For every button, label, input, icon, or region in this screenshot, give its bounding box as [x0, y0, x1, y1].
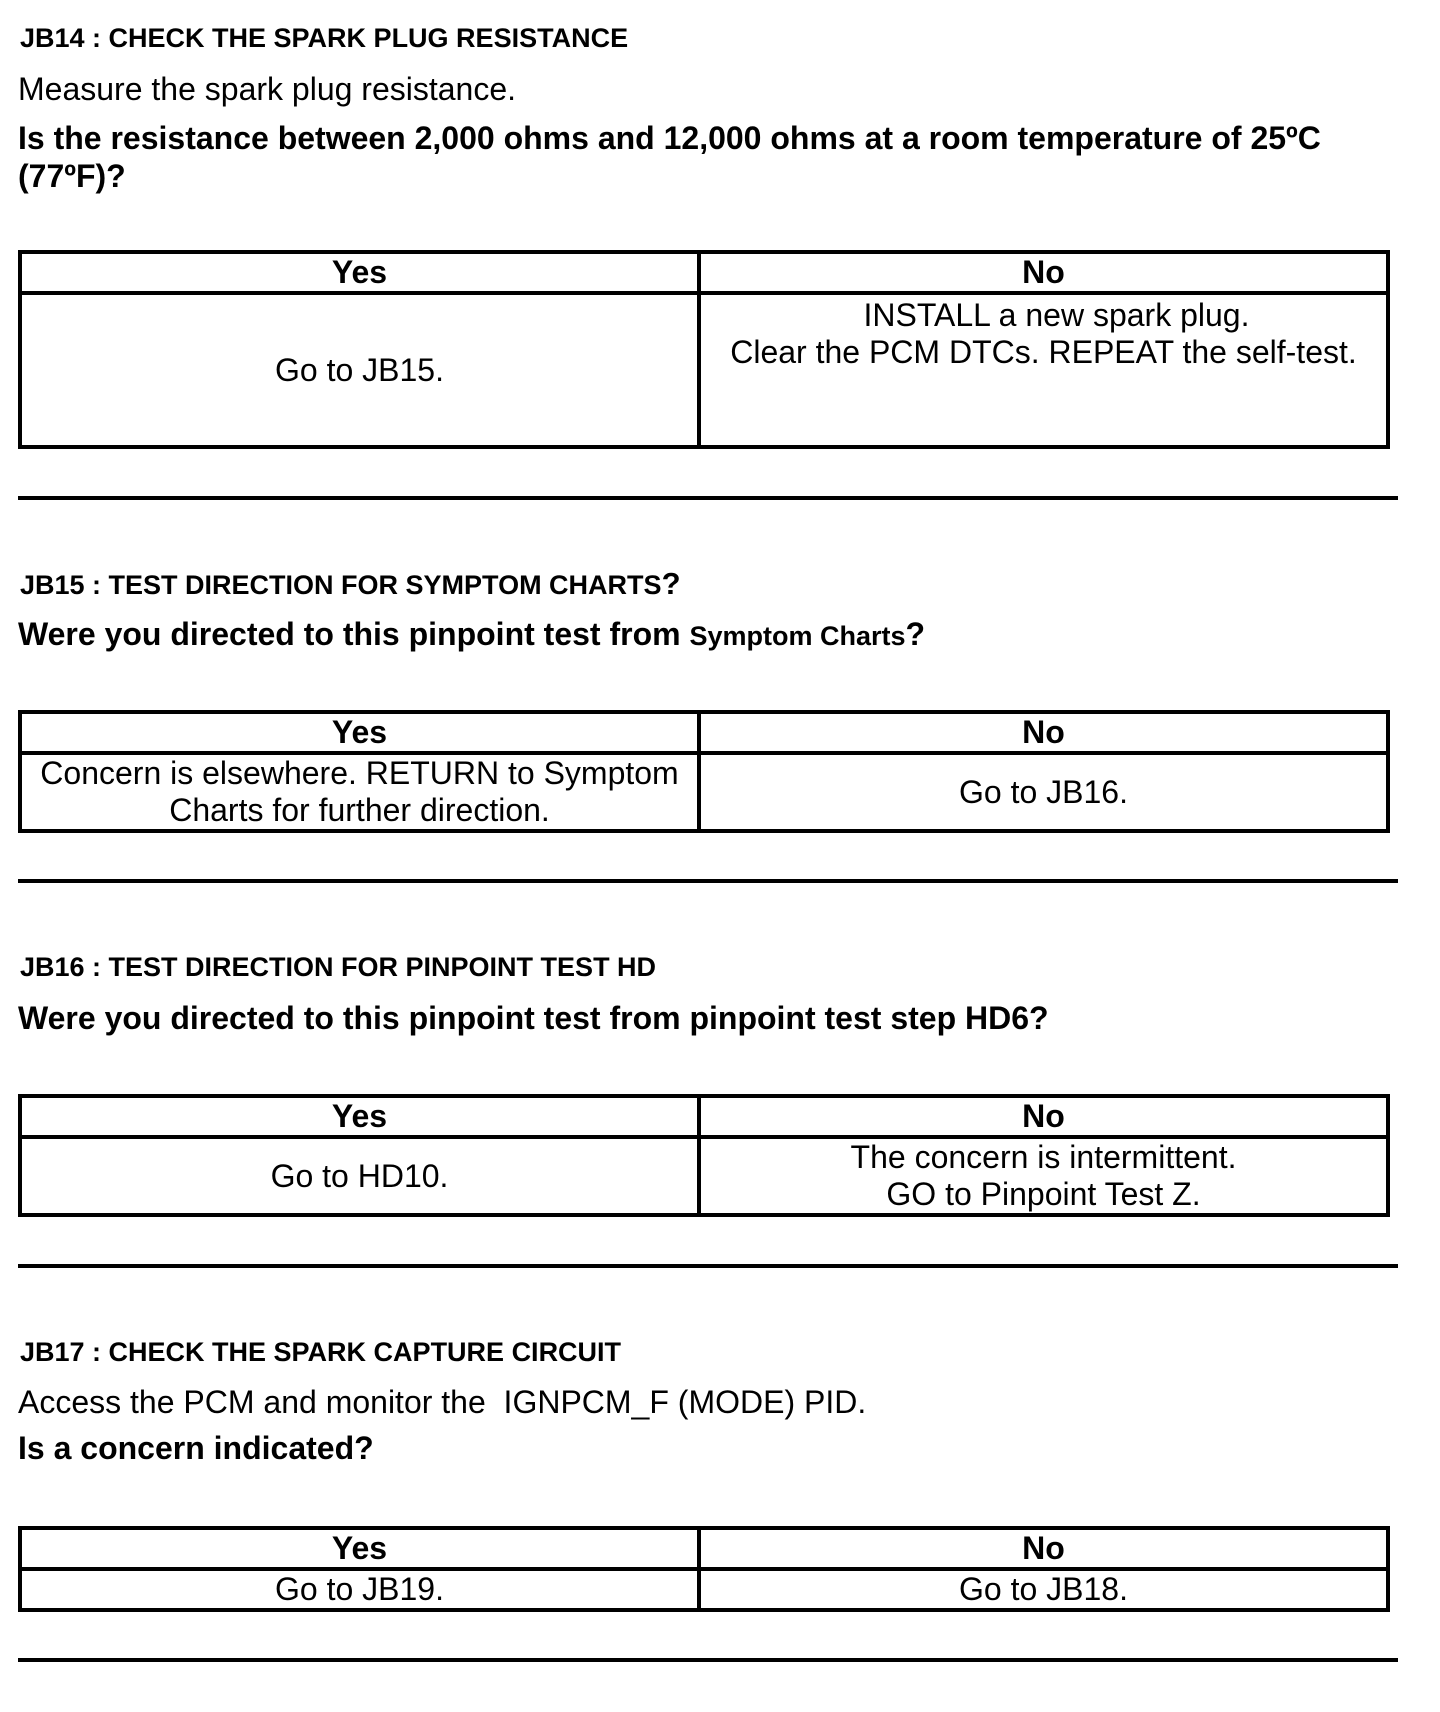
step-jb16-question: Were you directed to this pinpoint test from pinpoint test step HD6?	[18, 1000, 1049, 1036]
no-action	[699, 293, 1388, 447]
no-action-line1: The concern is intermittent.	[850, 1139, 1237, 1175]
step-jb15-title	[20, 566, 681, 602]
no-action-line2: GO to Pinpoint Test Z.	[886, 1176, 1201, 1212]
step-jb15-question-ref: Symptom Charts	[689, 621, 906, 651]
step-jb16-answer-table	[18, 1094, 1390, 1217]
yes-action: Go to JB15.	[20, 293, 699, 447]
step-jb17-instruction: Access the PCM and monitor the IGNPCM_F (MODE) PID.	[18, 1384, 867, 1420]
yes-header: Yes	[20, 252, 699, 293]
step-jb14-title: JB14 : CHECK THE SPARK PLUG RESISTANCE	[20, 23, 629, 53]
section-divider	[18, 1658, 1398, 1662]
section-divider	[18, 1264, 1398, 1268]
step-jb16-title: JB16 : TEST DIRECTION FOR PINPOINT TEST HD	[20, 952, 657, 982]
step-jb17-answer-table	[18, 1526, 1390, 1612]
no-action-line2: Clear the PCM DTCs. REPEAT the self-test.	[730, 334, 1357, 370]
step-jb14-question-line2: (77ºF)?	[18, 158, 126, 194]
step-jb14-question-line1: Is the resistance between 2,000 ohms and 12,000 ohms at a room temperature of 25ºC	[18, 120, 1321, 156]
step-jb15-question-text: Were you directed to this pinpoint test from	[18, 616, 681, 652]
section-divider	[18, 879, 1398, 883]
no-header: No	[699, 252, 1388, 293]
yes-action	[20, 753, 699, 831]
step-jb15-title-mark: ?	[661, 566, 681, 601]
step-jb15-answer-table	[18, 710, 1390, 833]
step-jb15-question	[18, 616, 925, 653]
yes-header: Yes	[20, 1096, 699, 1137]
no-header: No	[699, 1528, 1388, 1569]
yes-header: Yes	[20, 712, 699, 753]
step-jb17-question: Is a concern indicated?	[18, 1430, 374, 1466]
step-jb15-question-mark: ?	[905, 616, 926, 652]
yes-header: Yes	[20, 1528, 699, 1569]
yes-action: Go to HD10.	[20, 1137, 699, 1215]
no-header: No	[699, 712, 1388, 753]
step-jb14-instruction: Measure the spark plug resistance.	[18, 71, 517, 107]
no-header: No	[699, 1096, 1388, 1137]
step-jb15-title-text: JB15 : TEST DIRECTION FOR SYMPTOM CHARTS	[20, 570, 662, 600]
no-action: Go to JB18.	[699, 1569, 1388, 1610]
step-jb17-title: JB17 : CHECK THE SPARK CAPTURE CIRCUIT	[20, 1337, 622, 1367]
yes-action-line1: Concern is elsewhere. RETURN to Symptom	[40, 755, 679, 791]
yes-action: Go to JB19.	[20, 1569, 699, 1610]
no-action: Go to JB16.	[699, 753, 1388, 831]
step-jb14-answer-table	[18, 250, 1390, 449]
yes-action-line2: Charts for further direction.	[169, 792, 550, 828]
no-action-line1: INSTALL a new spark plug.	[863, 297, 1250, 333]
section-divider	[18, 496, 1398, 500]
no-action	[699, 1137, 1388, 1215]
